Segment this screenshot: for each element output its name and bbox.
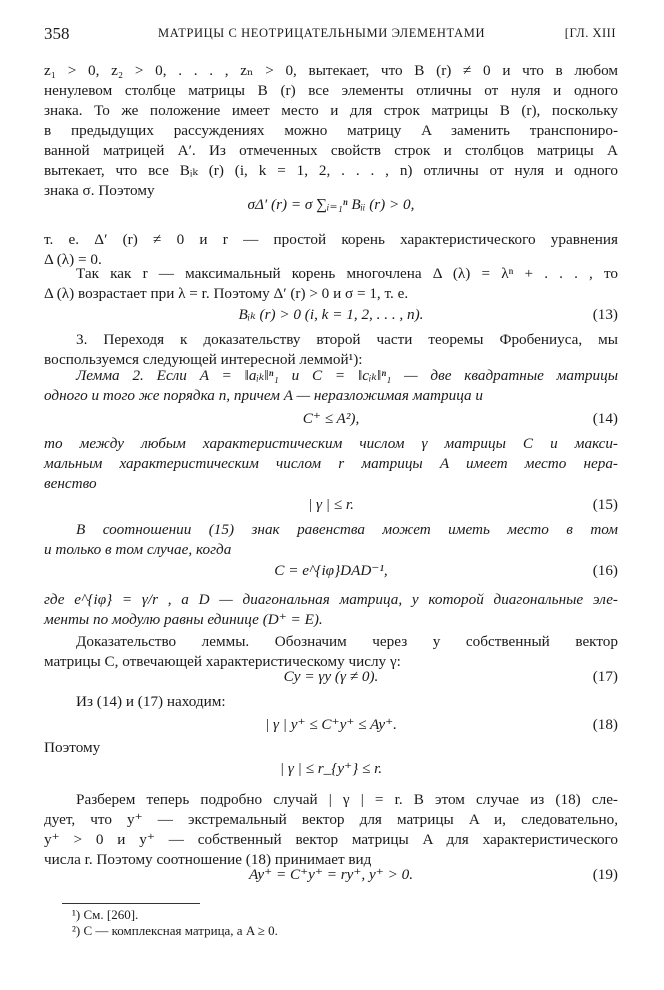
text-line: т. е. Δ′ (r) ≠ 0 и r — простой корень характеристического уравнения: [44, 231, 618, 248]
text-line: Δ (λ) = 0.: [44, 251, 102, 268]
lemma-line: одного и того же порядка n, причем A — неразложимая матрица и: [44, 387, 483, 404]
lemma-line: то между любым характеристическим числом γ матрицы C и макси-: [44, 435, 618, 452]
text-line: ванной матрицей A′. Из отмеченных свойств строк и столбцов матрицы A: [44, 142, 618, 159]
lemma-line: Лемма 2. Если A = ‖aᵢₖ‖ⁿ₁ и C = ‖cᵢₖ‖ⁿ₁ — две квадратные матрицы: [76, 367, 618, 384]
footnote: ¹) См. [260].: [72, 907, 139, 922]
equation-number: (17): [592, 668, 618, 685]
running-header: [44, 24, 616, 46]
text-line: числа r. Поэтому соотношение (18) принимает вид: [44, 851, 372, 868]
lemma-line: где e^{iφ} = γ/r , а D — диагональная матрица, у которой диагональные эле-: [44, 591, 618, 608]
text-line: в предыдущих рассуждениях можно матрицу A заменить транспониро-: [44, 122, 618, 139]
footnote-divider: [62, 903, 200, 904]
text-line: Поэтому: [44, 739, 101, 756]
text-line: дует, что y⁺ — экстремальный вектор для матрицы A и, следовательно,: [44, 811, 618, 828]
text-line: знака. То же положение имеет место и для строк матрицы B (r), поскольку: [44, 102, 618, 119]
text-line: 3. Переходя к доказательству второй части теоремы Фробениуса, мы: [76, 331, 618, 348]
equation-number: (14): [592, 410, 618, 427]
lemma-line: мальным характеристическим числом r матрицы A имеет место нера-: [44, 455, 618, 472]
book-page: 358 МАТРИЦЫ С НЕОТРИЦАТЕЛЬНЫМИ ЭЛЕМЕНТАМИ [ГЛ. XIII z₁ > 0, z₂ > 0, . . . , zₙ > 0, вытекает, что B (r) ≠ 0 и что в любом ненулевом столбце матрицы B (r) все элементы отличны от нуля и одного знака. То же положение имеет место и для строк матрицы B (r), поскольку в предыдущих рассуждениях можно матрицу A заменить транспониро- ванной матрицей A′. Из отмеченных свойств строк и столбцов матрицы A вытекает, что все Bᵢₖ (r) (i, k = 1, 2, . . . , n) отличны от нуля и одного знака σ. Поэтому σΔ′ (r) = σ ∑ᵢ₌₁ⁿ Bᵢᵢ (r) > 0, т. е. Δ′ (r) ≠ 0 и r — простой корень характеристического уравнения Δ (λ) = 0. Так как r — максимальный корень многочлена Δ (λ) = λⁿ + . . . , то Δ (λ) возрастает при λ = r. Поэтому Δ′ (r) > 0 и σ = 1, т. е. Bᵢₖ (r) > 0 (i, k = 1, 2, . . . , n). (13) 3. Переходя к доказательству второй части теоремы Фробениуса, мы воспользуемся следующей интересной леммой¹): Лемма 2. Если A = ‖aᵢₖ‖ⁿ₁ и C = ‖cᵢₖ‖ⁿ₁ — две квадратные матрицы одного и того же порядка n, причем A — неразложимая матрица и C⁺ ≤ A²), (14) то между любым характеристическим числом γ матрицы C и макси- мальным характеристическим числом r матрицы A имеет место нера- венство | γ | ≤ r. (15) В соотношении (15) знак равенства может иметь место в том и только в том случае, когда C = e^{iφ}DAD⁻¹, (16) где e^{iφ} = γ/r , а D — диагональная матрица, у которой диагональные эле- менты по модулю равны единице (D⁺ = E). Доказательство леммы. Обозначим через y собственный вектор матрицы C, отвечающей характеристическому числу γ: Cy = γy (γ ≠ 0). (17) Из (14) и (17) находим: | γ | y⁺ ≤ C⁺y⁺ ≤ Ay⁺. (18) Поэтому | γ | ≤ r_{y⁺} ≤ r. Разберем теперь подробно случай | γ | = r. В этом случае из (18) сле- дует, что y⁺ — экстремальный вектор для матрицы A и, следовательно, y⁺ > 0 и y⁺ — собственный вектор матрицы A для характеристического числа r. Поэтому соотношение (18) принимает вид Ay⁺ = C⁺y⁺ = ry⁺, y⁺ > 0. (19) ¹) См. [260]. ²) C — комплексная матрица, а A ≥ 0.: [44, 24, 618, 938]
text-line: Из (14) и (17) находим:: [76, 693, 226, 710]
page-number: 358: [44, 24, 70, 43]
equation-number: (18): [592, 716, 618, 733]
equation-number: (15): [592, 496, 618, 513]
lemma-line: менты по модулю равны единице (D⁺ = E).: [44, 611, 323, 628]
text-line: матрицы C, отвечающей характеристическому числу γ:: [44, 653, 401, 670]
text-line: воспользуемся следующей интересной леммой¹):: [44, 351, 363, 368]
text-line: вытекает, что все Bᵢₖ (r) (i, k = 1, 2, . . . , n) отличны от нуля и одного: [44, 162, 618, 179]
lemma-line: венство: [44, 475, 97, 492]
text-line: Δ (λ) возрастает при λ = r. Поэтому Δ′ (r) > 0 и σ = 1, т. е.: [44, 285, 409, 302]
lemma-line: В соотношении (15) знак равенства может иметь место в том: [76, 521, 618, 538]
chapter-label: [ГЛ. XIII: [564, 26, 616, 40]
equation-number: (16): [592, 562, 618, 579]
lemma-line: и только в том случае, когда: [44, 541, 232, 558]
text-line: ненулевом столбце матрицы B (r) все элементы отличны от нуля и одного: [44, 82, 618, 99]
text-line: знака σ. Поэтому: [44, 182, 155, 199]
text-line: Так как r — максимальный корень многочлена Δ (λ) = λⁿ + . . . , то: [76, 265, 618, 282]
text-line: Разберем теперь подробно случай | γ | = r. В этом случае из (18) сле-: [76, 791, 618, 808]
footnote: ²) C — комплексная матрица, а A ≥ 0.: [72, 923, 278, 938]
text-line: y⁺ > 0 и y⁺ — собственный вектор матрицы A для характеристического: [44, 831, 618, 848]
equation-number: (13): [592, 306, 618, 323]
text-line: Доказательство леммы. Обозначим через y собственный вектор: [76, 633, 618, 650]
equation-number: (19): [592, 866, 618, 883]
running-title: МАТРИЦЫ С НЕОТРИЦАТЕЛЬНЫМИ ЭЛЕМЕНТАМИ: [158, 26, 486, 40]
text-line: z₁ > 0, z₂ > 0, . . . , zₙ > 0, вытекает, что B (r) ≠ 0 и что в любом: [44, 62, 618, 79]
